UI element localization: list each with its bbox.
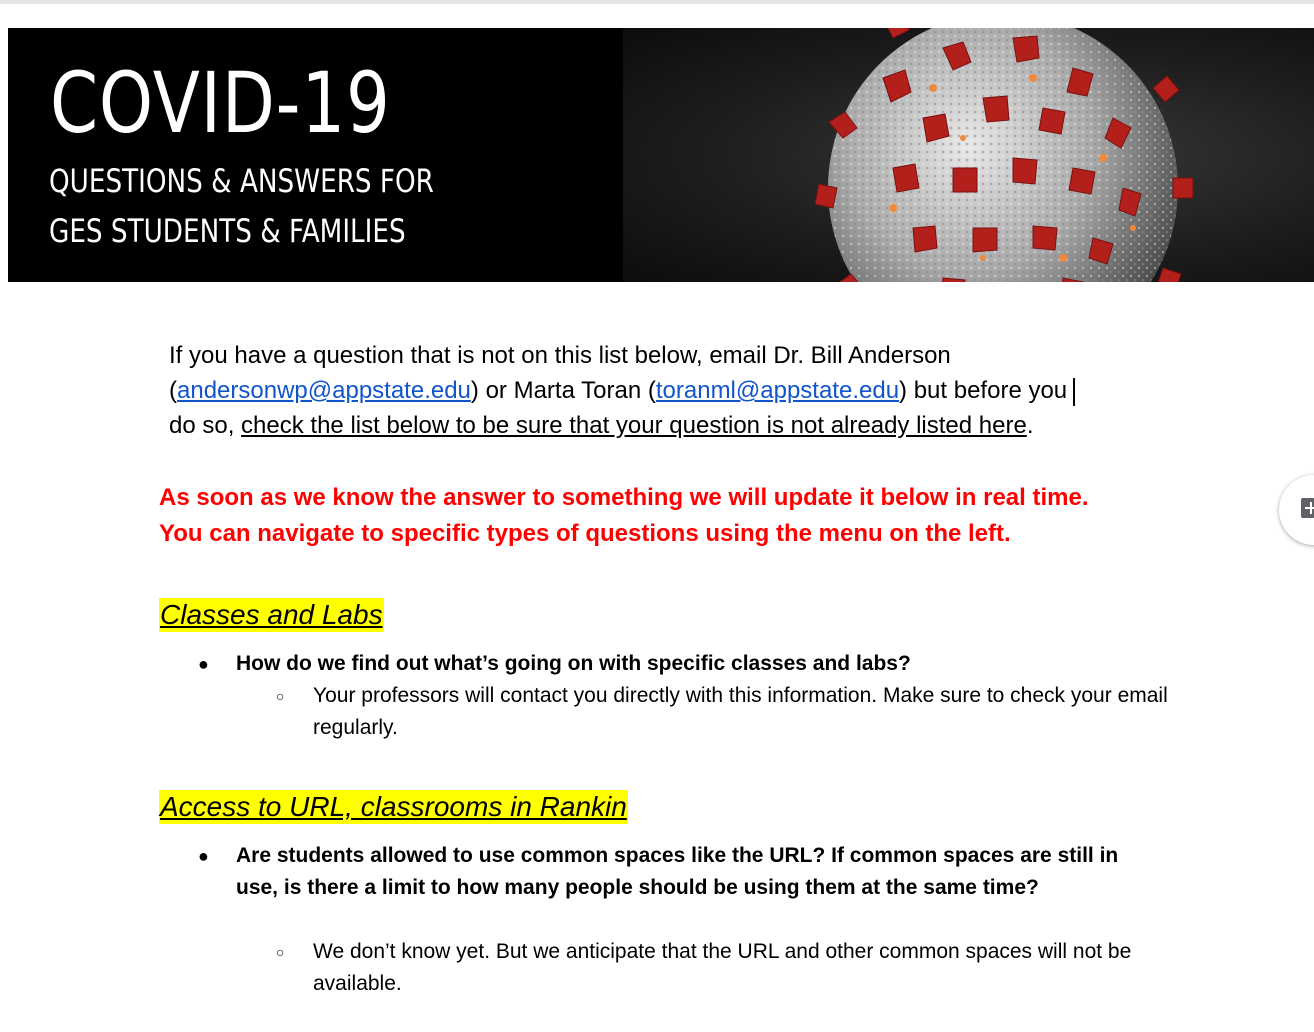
intro-text-4: do so, <box>169 412 242 439</box>
intro-text-2: ) or Marta Toran ( <box>470 377 656 404</box>
header-banner <box>8 28 1314 282</box>
sub-bullet: ○ <box>276 688 285 704</box>
notice-line-1: As soon as we know the answer to something we will update it below in real time. <box>159 484 1089 511</box>
banner-title: COVID-19 <box>50 54 391 152</box>
bullet: ● <box>198 654 209 674</box>
question-access-url: Are students allowed to use common spaces like the URL? If common spaces are still in use, is there a limit to how many people should be using them at the same time? <box>236 844 1119 899</box>
update-notice <box>159 480 1219 552</box>
add-comment-icon <box>1301 498 1314 518</box>
intro-paragraph <box>169 338 1159 443</box>
coronavirus-image <box>773 28 1233 282</box>
bullet: ● <box>198 846 209 866</box>
intro-text-5: . <box>1026 412 1034 439</box>
intro-text-1: If you have a question that is not on this list below, email Dr. Bill Anderson ( <box>169 342 951 404</box>
intro-underlined-text: check the list below to be sure that your question is not already listed here <box>241 412 1027 439</box>
banner-image-area <box>623 28 1314 282</box>
notice-line-2: You can navigate to specific types of questions using the menu on the left. <box>159 520 1011 547</box>
email-link-toran[interactable]: toranml@appstate.edu <box>655 377 900 404</box>
answer-classes-labs: Your professors will contact you directly with this information. Make sure to check your email regularly. <box>313 684 1168 739</box>
email-link-anderson[interactable]: andersonwp@appstate.edu <box>177 377 471 404</box>
question-classes-labs: How do we find out what’s going on with specific classes and labs? <box>236 652 911 675</box>
answer-access-url: We don’t know yet. But we anticipate that the URL and other common spaces will not be available. <box>313 940 1132 995</box>
section-heading-classes-labs: Classes and Labs <box>160 599 383 630</box>
text-cursor <box>1073 378 1075 406</box>
sub-bullet: ○ <box>276 944 285 960</box>
section-heading-access-url: Access to URL, classrooms in Rankin <box>160 791 627 822</box>
banner-subtitle-line-1: QUESTIONS & ANSWERS FOR <box>49 162 434 200</box>
banner-subtitle-line-2: GES STUDENTS & FAMILIES <box>49 212 406 250</box>
intro-text-3: ) but before you <box>899 377 1068 404</box>
